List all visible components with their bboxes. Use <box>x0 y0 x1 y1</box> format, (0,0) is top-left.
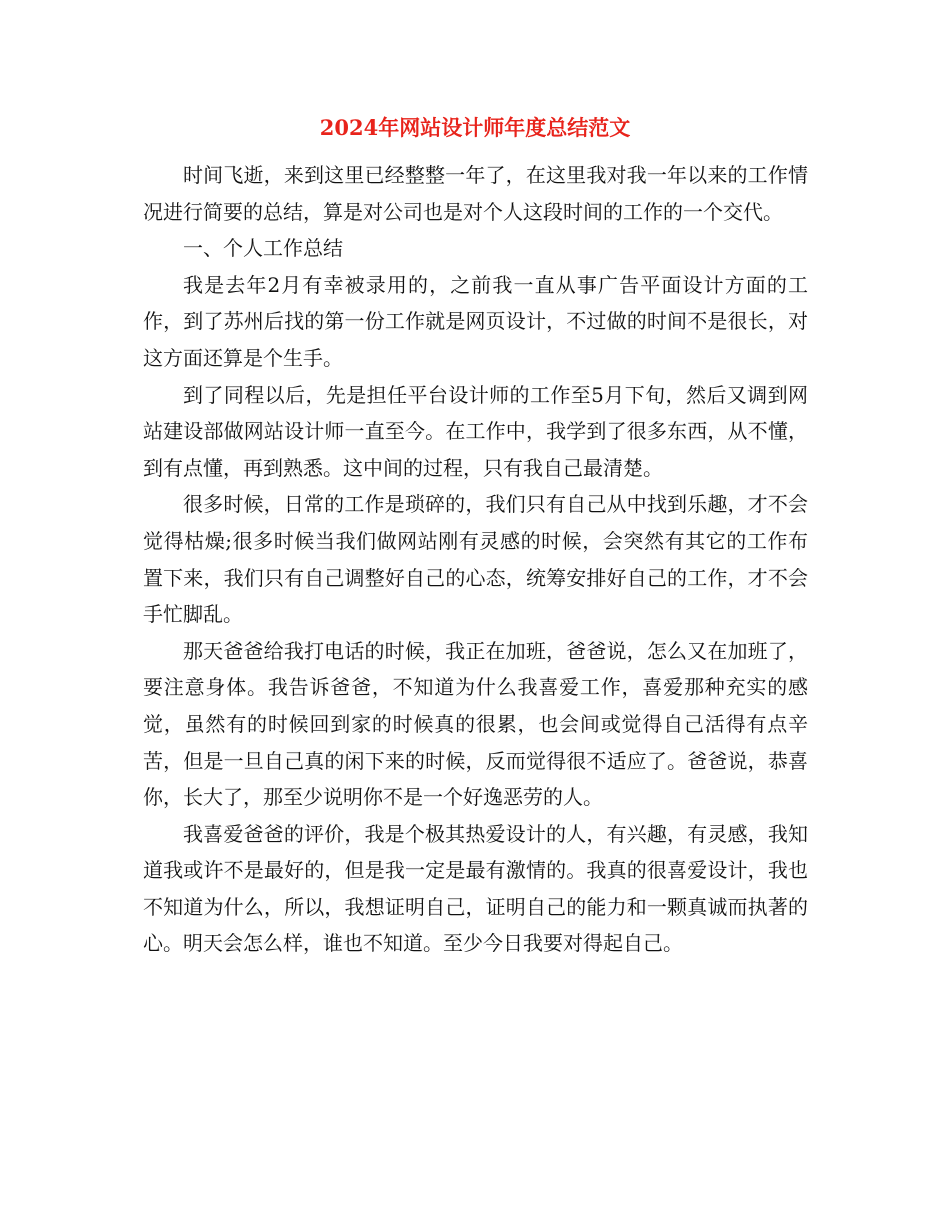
paragraph-passion: 我喜爱爸爸的评价，我是个极其热爱设计的人，有兴趣，有灵感，我知道我或许不是最好的，但是我一定是最有激情的。我真的很喜爱设计，我也不知道为什么，所以，我想证明自己，证明自己的能力和一颗真诚而执著的心。明天会怎么样，谁也不知道。至少今日我要对得起自己。 <box>143 821 808 956</box>
paragraph-hiring: 我是去年2月有幸被录用的，之前我一直从事广告平面设计方面的工作，到了苏州后找的第一份工作就是网页设计，不过做的时间不是很长，对这方面还算是个生手。 <box>143 272 808 370</box>
paragraph-intro: 时间飞逝，来到这里已经整整一年了，在这里我对我一年以来的工作情况进行简要的总结，算是对公司也是对个人这段时间的工作的一个交代。 <box>143 163 808 224</box>
paragraph-role: 到了同程以后，先是担任平台设计师的工作至5月下旬，然后又调到网站建设部做网站设计师一直至今。在工作中，我学到了很多东西，从不懂，到有点懂，再到熟悉。这中间的过程，只有我自己最清楚。 <box>143 382 808 480</box>
paragraph-father-call: 那天爸爸给我打电话的时候，我正在加班，爸爸说，怎么又在加班了，要注意身体。我告诉爸爸，不知道为什么我喜爱工作，喜爱那种充实的感觉，虽然有的时候回到家的时候真的很累，也会间或觉得自己活得有点辛苦，但是一旦自己真的闲下来的时候，反而觉得很不适应了。爸爸说，恭喜你，长大了，那至少说明你不是一个好逸恶劳的人。 <box>143 638 808 810</box>
section-heading: 一、个人工作总结 <box>183 236 343 261</box>
document-title: 2024年网站设计师年度总结范文 <box>319 115 631 140</box>
paragraph-daily-work: 很多时候，日常的工作是琐碎的，我们只有自己从中找到乐趣，才不会觉得枯燥;很多时候当我们做网站刚有灵感的时候，会突然有其它的工作布置下来，我们只有自己调整好自己的心态，统筹安排好自己的工作，才不会手忙脚乱。 <box>143 492 808 627</box>
document-body <box>143 157 808 962</box>
